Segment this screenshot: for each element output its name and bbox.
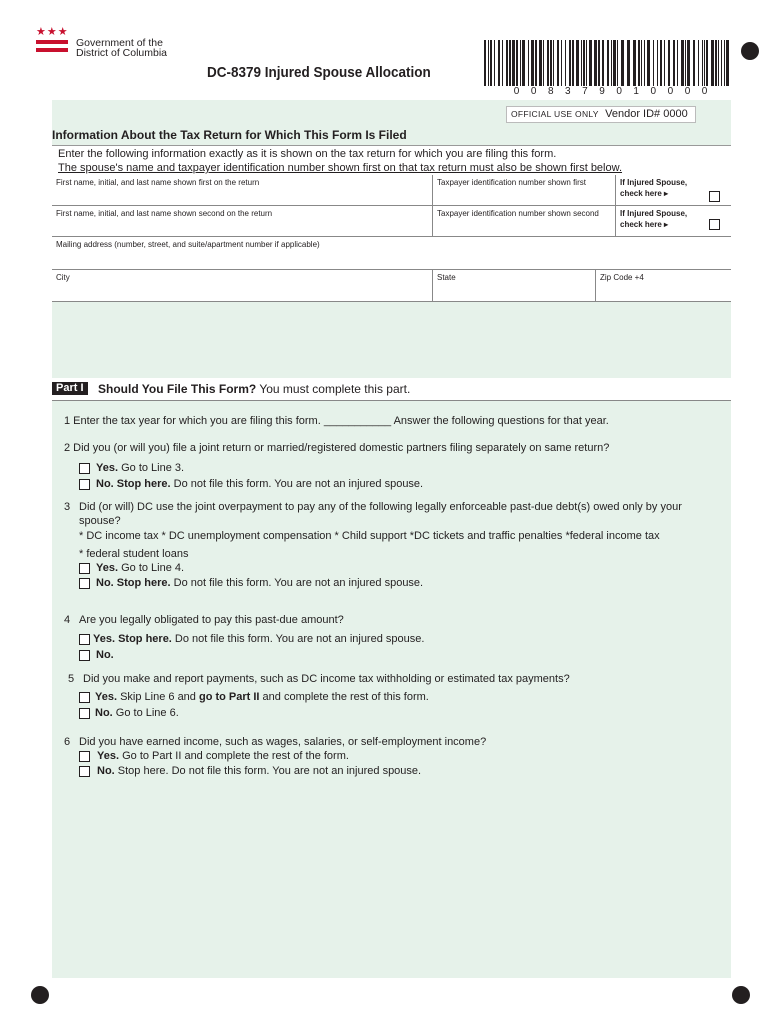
q3-yes-checkbox[interactable] xyxy=(79,563,90,574)
barcode-bar xyxy=(553,40,554,86)
barcode-bar xyxy=(583,40,585,86)
barcode-bar xyxy=(633,40,636,86)
q5-no-checkbox[interactable] xyxy=(79,708,90,719)
q5-yes-end: and complete the rest of this form. xyxy=(259,691,429,703)
barcode-bar xyxy=(522,40,525,86)
barcode-bar xyxy=(569,40,571,86)
barcode-bar xyxy=(698,40,699,86)
second-spouse-name-field[interactable] xyxy=(52,206,432,237)
form-title: DC-8379 Injured Spouse Allocation xyxy=(207,64,431,81)
instruction-line-2: The spouse's name and taxpayer identification number shown first on that tax return must also be shown first below. xyxy=(58,162,623,174)
gov-name-line2: District of Columbia xyxy=(76,47,168,59)
barcode-bar xyxy=(724,40,725,86)
q5-no-text xyxy=(95,706,179,720)
barcode-digit: 0 xyxy=(650,86,657,97)
q3-yes-text xyxy=(96,561,184,575)
barcode-digit: 0 xyxy=(616,86,622,97)
question-3-number: 3 xyxy=(64,501,71,513)
barcode-bar xyxy=(641,40,642,86)
barcode-bar xyxy=(512,40,515,86)
barcode-bar xyxy=(576,40,579,86)
info-section-heading: Information About the Tax Return for Which This Form Is Filed xyxy=(52,128,407,142)
injured-spouse-1-label-b: check here ▸ xyxy=(620,188,669,198)
barcode-bar xyxy=(498,40,500,86)
barcode-bar xyxy=(668,40,670,86)
q2-no-checkbox[interactable] xyxy=(79,479,90,490)
barcode-bar xyxy=(718,40,719,86)
q6-no-checkbox[interactable] xyxy=(79,766,90,777)
second-spouse-tin-field[interactable] xyxy=(432,206,615,237)
registration-mark-bottom-left xyxy=(31,986,49,1004)
barcode-digit: 0 xyxy=(701,86,708,97)
barcode-bar xyxy=(602,40,604,86)
q4-yes-rest: Do not file this form. You are not an injured spouse. xyxy=(171,633,425,645)
barcode-bar xyxy=(502,40,503,86)
barcode-bar xyxy=(627,40,630,86)
barcode-bar xyxy=(607,40,609,86)
barcode-bar xyxy=(621,40,624,86)
q3-yes-bold: Yes. xyxy=(96,562,119,574)
barcode-bar xyxy=(706,40,708,86)
barcode-bar xyxy=(535,40,537,86)
barcode-digit: 1 xyxy=(633,86,639,97)
first-spouse-name-label: First name, initial, and last name shown first on the return xyxy=(56,178,260,187)
question-5: Did you make and report payments, such as DC income tax withholding or estimated tax payments? xyxy=(83,673,570,685)
barcode-bar xyxy=(664,40,665,86)
question-4: Are you legally obligated to pay this past-due amount? xyxy=(79,614,344,626)
barcode-bar xyxy=(586,40,587,86)
barcode-bar xyxy=(704,40,705,86)
q5-yes-checkbox[interactable] xyxy=(79,692,90,703)
mailing-address-label: Mailing address (number, street, and suite/apartment number if applicable) xyxy=(56,240,320,249)
zip-field[interactable] xyxy=(595,270,731,302)
q6-no-bold: No. xyxy=(97,765,115,777)
barcode-bar xyxy=(543,40,544,86)
q6-no-rest: Stop here. Do not file this form. You are not an injured spouse. xyxy=(114,765,422,777)
q3-no-bold: No. Stop here. xyxy=(96,577,171,589)
question-3-line2: spouse? xyxy=(79,515,121,527)
part1-title-rest: You must complete this part. xyxy=(256,382,411,396)
part1-tag: Part I xyxy=(52,382,88,395)
q3-no-text xyxy=(96,576,423,590)
second-spouse-name-label: First name, initial, and last name shown second on the return xyxy=(56,209,273,218)
barcode-bar xyxy=(702,40,703,86)
question-3-line4: * federal student loans xyxy=(79,548,189,560)
barcode-bar xyxy=(520,40,521,86)
injured-spouse-2-label-b: check here ▸ xyxy=(620,219,669,229)
barcode-bar xyxy=(711,40,714,86)
barcode-digits xyxy=(508,86,713,97)
city-field[interactable] xyxy=(52,270,432,302)
barcode-bar xyxy=(687,40,690,86)
part1-title-bold: Should You File This Form? xyxy=(98,382,257,396)
mailing-address-field[interactable] xyxy=(52,237,731,270)
q3-yes-rest: Go to Line 4. xyxy=(118,562,185,574)
barcode-bar xyxy=(638,40,640,86)
state-field[interactable] xyxy=(432,270,595,302)
q2-no-text xyxy=(96,477,423,491)
barcode-bar xyxy=(611,40,612,86)
barcode-bar xyxy=(516,40,518,86)
vendor-id: Vendor ID# 0000 xyxy=(605,108,688,120)
barcode-bar xyxy=(484,40,486,86)
q2-no-bold: No. Stop here. xyxy=(96,478,171,490)
q5-no-bold: No. xyxy=(95,707,113,719)
barcode-digit: 9 xyxy=(599,86,605,97)
question-5-number: 5 xyxy=(68,673,75,685)
barcode-bar xyxy=(613,40,616,86)
q4-yes-checkbox[interactable] xyxy=(79,634,90,645)
barcode-bar xyxy=(594,40,597,86)
barcode-bar xyxy=(490,40,492,86)
q5-yes-mid: Skip Line 6 and xyxy=(117,691,199,703)
barcode-bar xyxy=(547,40,549,86)
barcode-bar xyxy=(657,40,658,86)
q3-no-checkbox[interactable] xyxy=(79,578,90,589)
barcode-bar xyxy=(565,40,566,86)
barcode-bar xyxy=(598,40,600,86)
q2-yes-rest: Go to Line 3. xyxy=(118,462,185,474)
barcode-bar xyxy=(653,40,654,86)
dc-flag-stars: ★★★ xyxy=(36,26,69,38)
injured-spouse-1-checkbox[interactable] xyxy=(709,191,720,202)
barcode-bar xyxy=(589,40,592,86)
q6-yes-checkbox[interactable] xyxy=(79,751,90,762)
barcode-digit: 3 xyxy=(565,86,571,97)
q5-no-rest: Go to Line 6. xyxy=(112,707,179,719)
first-spouse-tin-label: Taxpayer identification number shown first xyxy=(437,178,586,187)
q5-yes-bold: Yes. xyxy=(95,691,118,703)
q6-yes-rest: Go to Part II and complete the rest of the form. xyxy=(119,750,349,762)
barcode-bar xyxy=(721,40,722,86)
question-6-number: 6 xyxy=(64,736,71,748)
official-use-label: OFFICIAL USE ONLY xyxy=(511,109,599,119)
barcode-bar xyxy=(673,40,675,86)
barcode-digit: 0 xyxy=(684,86,691,97)
registration-mark-top-right xyxy=(741,42,759,60)
zip-label: Zip Code +4 xyxy=(600,273,644,282)
first-spouse-tin-field[interactable] xyxy=(432,175,615,206)
q4-yes-bold: Yes. Stop here. xyxy=(93,633,172,645)
question-3-line3: * DC income tax * DC unemployment compensation * Child support *DC tickets and traffic penalties *federal income tax xyxy=(79,530,660,542)
barcode-digit: 0 xyxy=(513,86,520,97)
barcode-bar xyxy=(685,40,686,86)
barcode-bar xyxy=(644,40,645,86)
city-label: City xyxy=(56,273,70,282)
q4-no-text xyxy=(96,648,114,662)
barcode-bar xyxy=(660,40,662,86)
instruction-line-1: Enter the following information exactly as it is shown on the tax return for which you are filing this form. xyxy=(58,148,557,160)
barcode-bar xyxy=(528,40,529,86)
injured-spouse-2-label-a: If Injured Spouse, xyxy=(620,209,688,218)
q6-no-text xyxy=(97,764,421,778)
barcode-digit: 8 xyxy=(547,86,554,97)
question-3-line1: Did (or will) DC use the joint overpayment to pay any of the following legally enforceable past-due debt(s) owed only by your xyxy=(79,501,682,513)
registration-mark-bottom-right xyxy=(732,986,750,1004)
q2-yes-checkbox[interactable] xyxy=(79,463,90,474)
q4-no-checkbox[interactable] xyxy=(79,650,90,661)
barcode-bar xyxy=(488,40,489,86)
barcode-bar xyxy=(509,40,511,86)
dc-flag-bar-bottom xyxy=(36,48,68,52)
barcode-bar xyxy=(506,40,508,86)
barcode-bar xyxy=(617,40,618,86)
q5-yes-bold2: go to Part II xyxy=(198,691,260,703)
official-use-box xyxy=(506,106,696,123)
first-spouse-name-field[interactable] xyxy=(52,175,432,206)
q2-no-rest: Do not file this form. You are not an injured spouse. xyxy=(170,478,424,490)
barcode-digit: 0 xyxy=(530,86,537,97)
barcode xyxy=(484,40,730,86)
part1-title xyxy=(98,382,410,396)
barcode-digit: 7 xyxy=(582,86,588,97)
q3-no-rest: Do not file this form. You are not an injured spouse. xyxy=(170,577,424,589)
barcode-bar xyxy=(726,40,729,86)
barcode-bar xyxy=(693,40,695,86)
q2-yes-bold: Yes. xyxy=(96,462,119,474)
barcode-bar xyxy=(647,40,650,86)
dc-flag-bar-top xyxy=(36,40,68,44)
barcode-bar xyxy=(677,40,678,86)
q5-yes-text xyxy=(95,690,429,704)
question-2: 2 Did you (or will you) file a joint return or married/registered domestic partners filing separately on same return? xyxy=(64,442,610,454)
question-4-number: 4 xyxy=(64,614,71,626)
barcode-bar xyxy=(581,40,582,86)
barcode-bar xyxy=(572,40,574,86)
q2-yes-text xyxy=(96,461,184,475)
injured-spouse-2-checkbox[interactable] xyxy=(709,219,720,230)
barcode-bar xyxy=(561,40,562,86)
barcode-bar xyxy=(531,40,534,86)
state-label: State xyxy=(437,273,456,282)
barcode-bar xyxy=(550,40,552,86)
injured-spouse-1-label-a: If Injured Spouse, xyxy=(620,178,688,187)
barcode-bar xyxy=(715,40,717,86)
q4-no-bold: No. xyxy=(96,649,114,661)
barcode-digit: 0 xyxy=(667,86,674,97)
barcode-bar xyxy=(494,40,495,86)
q4-yes-text xyxy=(93,632,424,646)
barcode-bar xyxy=(557,40,559,86)
barcode-bar xyxy=(539,40,542,86)
q6-yes-text xyxy=(97,749,349,763)
barcode-bar xyxy=(681,40,684,86)
q6-yes-bold: Yes. xyxy=(97,750,120,762)
question-1: 1 Enter the tax year for which you are filing this form. ___________ Answer the following questions for that year. xyxy=(64,415,609,427)
question-6: Did you have earned income, such as wages, salaries, or self-employment income? xyxy=(79,736,487,748)
gov-name-line1: Government of the xyxy=(76,37,163,49)
second-spouse-tin-label: Taxpayer identification number shown second xyxy=(437,209,599,218)
